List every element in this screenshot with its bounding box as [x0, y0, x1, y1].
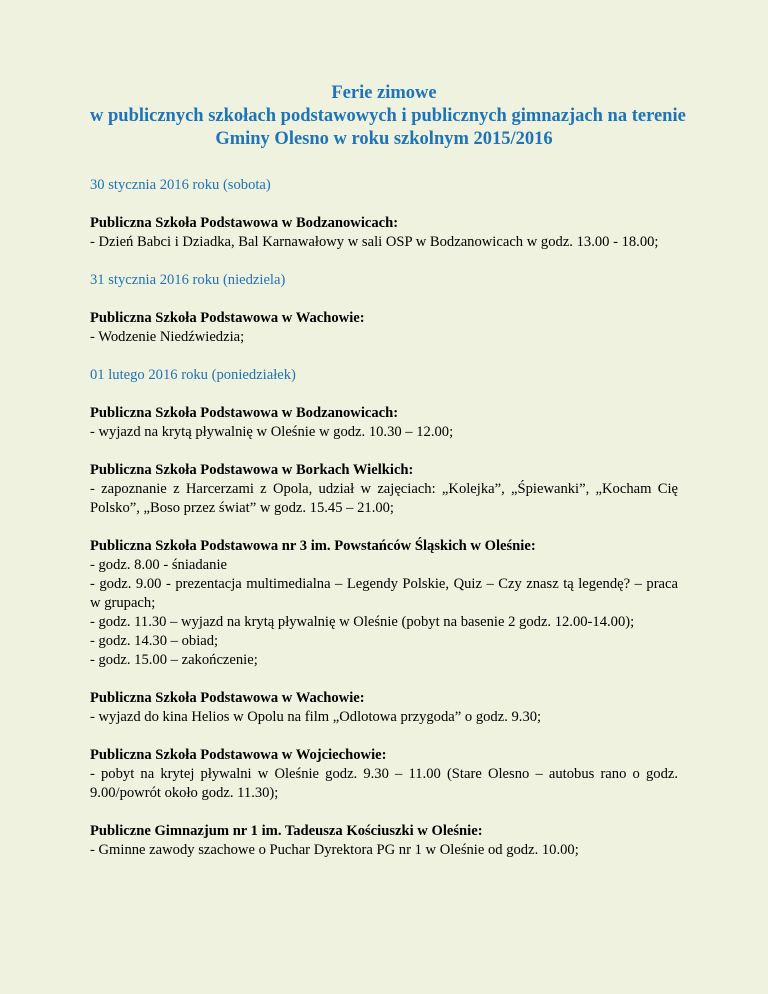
activity-line: - godz. 14.30 – obiad;: [90, 633, 219, 649]
activity-line: - godz. 15.00 – zakończenie;: [90, 652, 258, 668]
school-name: Publiczna Szkoła Podstawowa nr 3 im. Powstańców Śląskich w Oleśnie:: [90, 538, 536, 554]
school-entry: [90, 537, 678, 670]
school-name: Publiczna Szkoła Podstawowa w Wojciechowie:: [90, 747, 387, 763]
school-entry: [90, 404, 678, 442]
activity-line: - godz. 11.30 – wyjazd na krytą pływalnię w Oleśnie (pobyt na basenie 2 godz. 12.00-14.00);: [90, 614, 635, 630]
school-entry: [90, 689, 678, 727]
school-name: Publiczna Szkoła Podstawowa w Bodzanowicach:: [90, 215, 399, 231]
school-name: Publiczna Szkoła Podstawowa w Bodzanowicach:: [90, 405, 399, 421]
activity-line: - wyjazd na krytą pływalnię w Oleśnie w godz. 10.30 – 12.00;: [90, 424, 454, 440]
title-line-1: Ferie zimowe: [331, 83, 437, 103]
activity-line: - Gminne zawody szachowe o Puchar Dyrektora PG nr 1 w Oleśnie od godz. 10.00;: [90, 842, 579, 858]
school-entry: [90, 822, 678, 860]
activity-line: - godz. 8.00 - śniadanie: [90, 557, 227, 573]
day-date: 01 lutego 2016 roku (poniedziałek): [90, 367, 296, 383]
school-entry: [90, 309, 678, 347]
school-name: Publiczna Szkoła Podstawowa w Wachowie:: [90, 690, 365, 706]
school-entry: [90, 461, 678, 518]
school-name: Publiczna Szkoła Podstawowa w Borkach Wielkich:: [90, 462, 414, 478]
school-name: Publiczne Gimnazjum nr 1 im. Tadeusza Kościuszki w Oleśnie:: [90, 823, 483, 839]
title-line-2: w publicznych szkołach podstawowych i publicznych gimnazjach na terenie: [90, 106, 686, 126]
school-name: Publiczna Szkoła Podstawowa w Wachowie:: [90, 310, 365, 326]
document-title: [90, 82, 686, 151]
activity-line: - pobyt na krytej pływalni w Oleśnie godz. 9.30 – 11.00 (Stare Olesno – autobus rano o godz. 9.00/powrót około godz. 11.30);: [90, 766, 678, 801]
school-entry: [90, 746, 678, 803]
day-date: 31 stycznia 2016 roku (niedziela): [90, 272, 286, 288]
activity-line: - wyjazd do kina Helios w Opolu na film „Odlotowa przygoda” o godz. 9.30;: [90, 709, 542, 725]
activity-line: - Wodzenie Niedźwiedzia;: [90, 329, 245, 345]
activity-line: - zapoznanie z Harcerzami z Opola, udział w zajęciach: „Kolejka”, „Śpiewanki”, „Kocham Cię Polsko”, „Boso przez świat” w godz. 15.45 – 21.00;: [90, 481, 678, 516]
day-date: 30 stycznia 2016 roku (sobota): [90, 177, 271, 193]
title-line-3: Gminy Olesno w roku szkolnym 2015/2016: [215, 129, 553, 149]
school-entry: [90, 214, 678, 252]
activity-line: - Dzień Babci i Dziadka, Bal Karnawałowy w sali OSP w Bodzanowicach w godz. 13.00 - 18.00;: [90, 234, 659, 250]
activity-line: - godz. 9.00 - prezentacja multimedialna – Legendy Polskie, Quiz – Czy znasz tą legendę? – praca w grupach;: [90, 576, 678, 611]
